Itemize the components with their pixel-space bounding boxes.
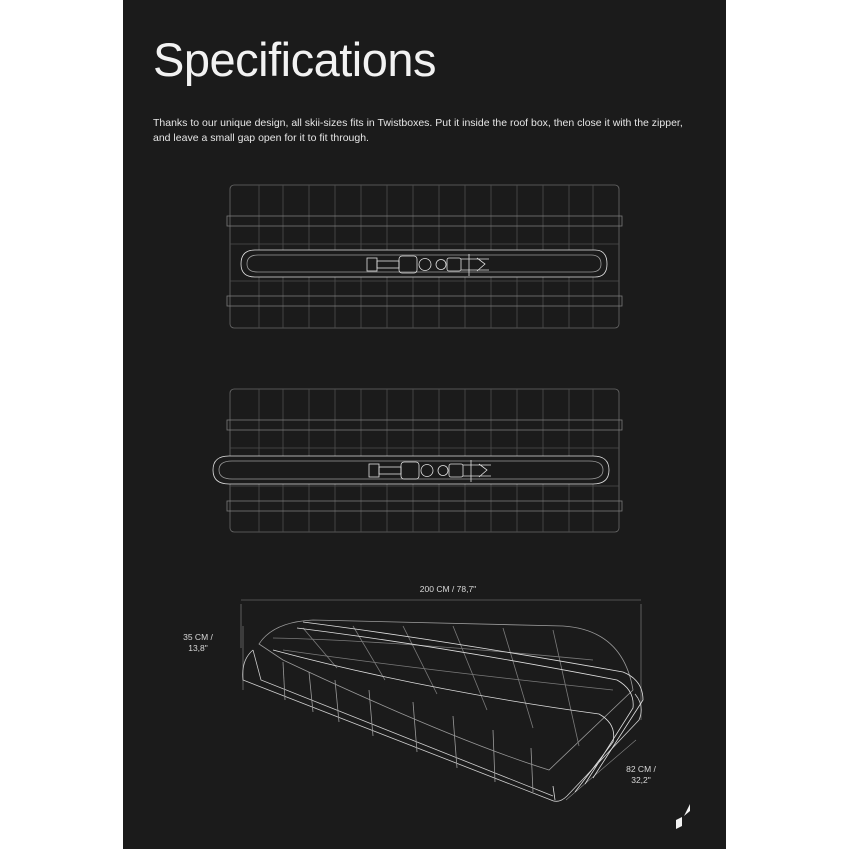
technical-drawing xyxy=(123,0,726,849)
specifications-page xyxy=(123,0,726,849)
height-dimension-label: 35 CM / 13,8" xyxy=(183,632,213,653)
bag-perspective-view-icon xyxy=(241,600,643,801)
length-dimension-label: 200 CM / 78,7" xyxy=(419,584,477,594)
page-title: Specifications xyxy=(153,33,436,86)
bag-with-long-skis-top-view-icon xyxy=(213,389,622,532)
depth-dimension-label: 82 CM / 32,2" xyxy=(626,764,656,785)
intro-paragraph: Thanks to our unique design, all skii-sizes fits in Twistboxes. Put it inside the roof box, then close it with the zipper, and leave a small gap open for it to fit through. xyxy=(153,117,683,144)
bag-with-skis-top-view-icon xyxy=(227,185,622,328)
brand-logo-icon xyxy=(673,802,693,830)
